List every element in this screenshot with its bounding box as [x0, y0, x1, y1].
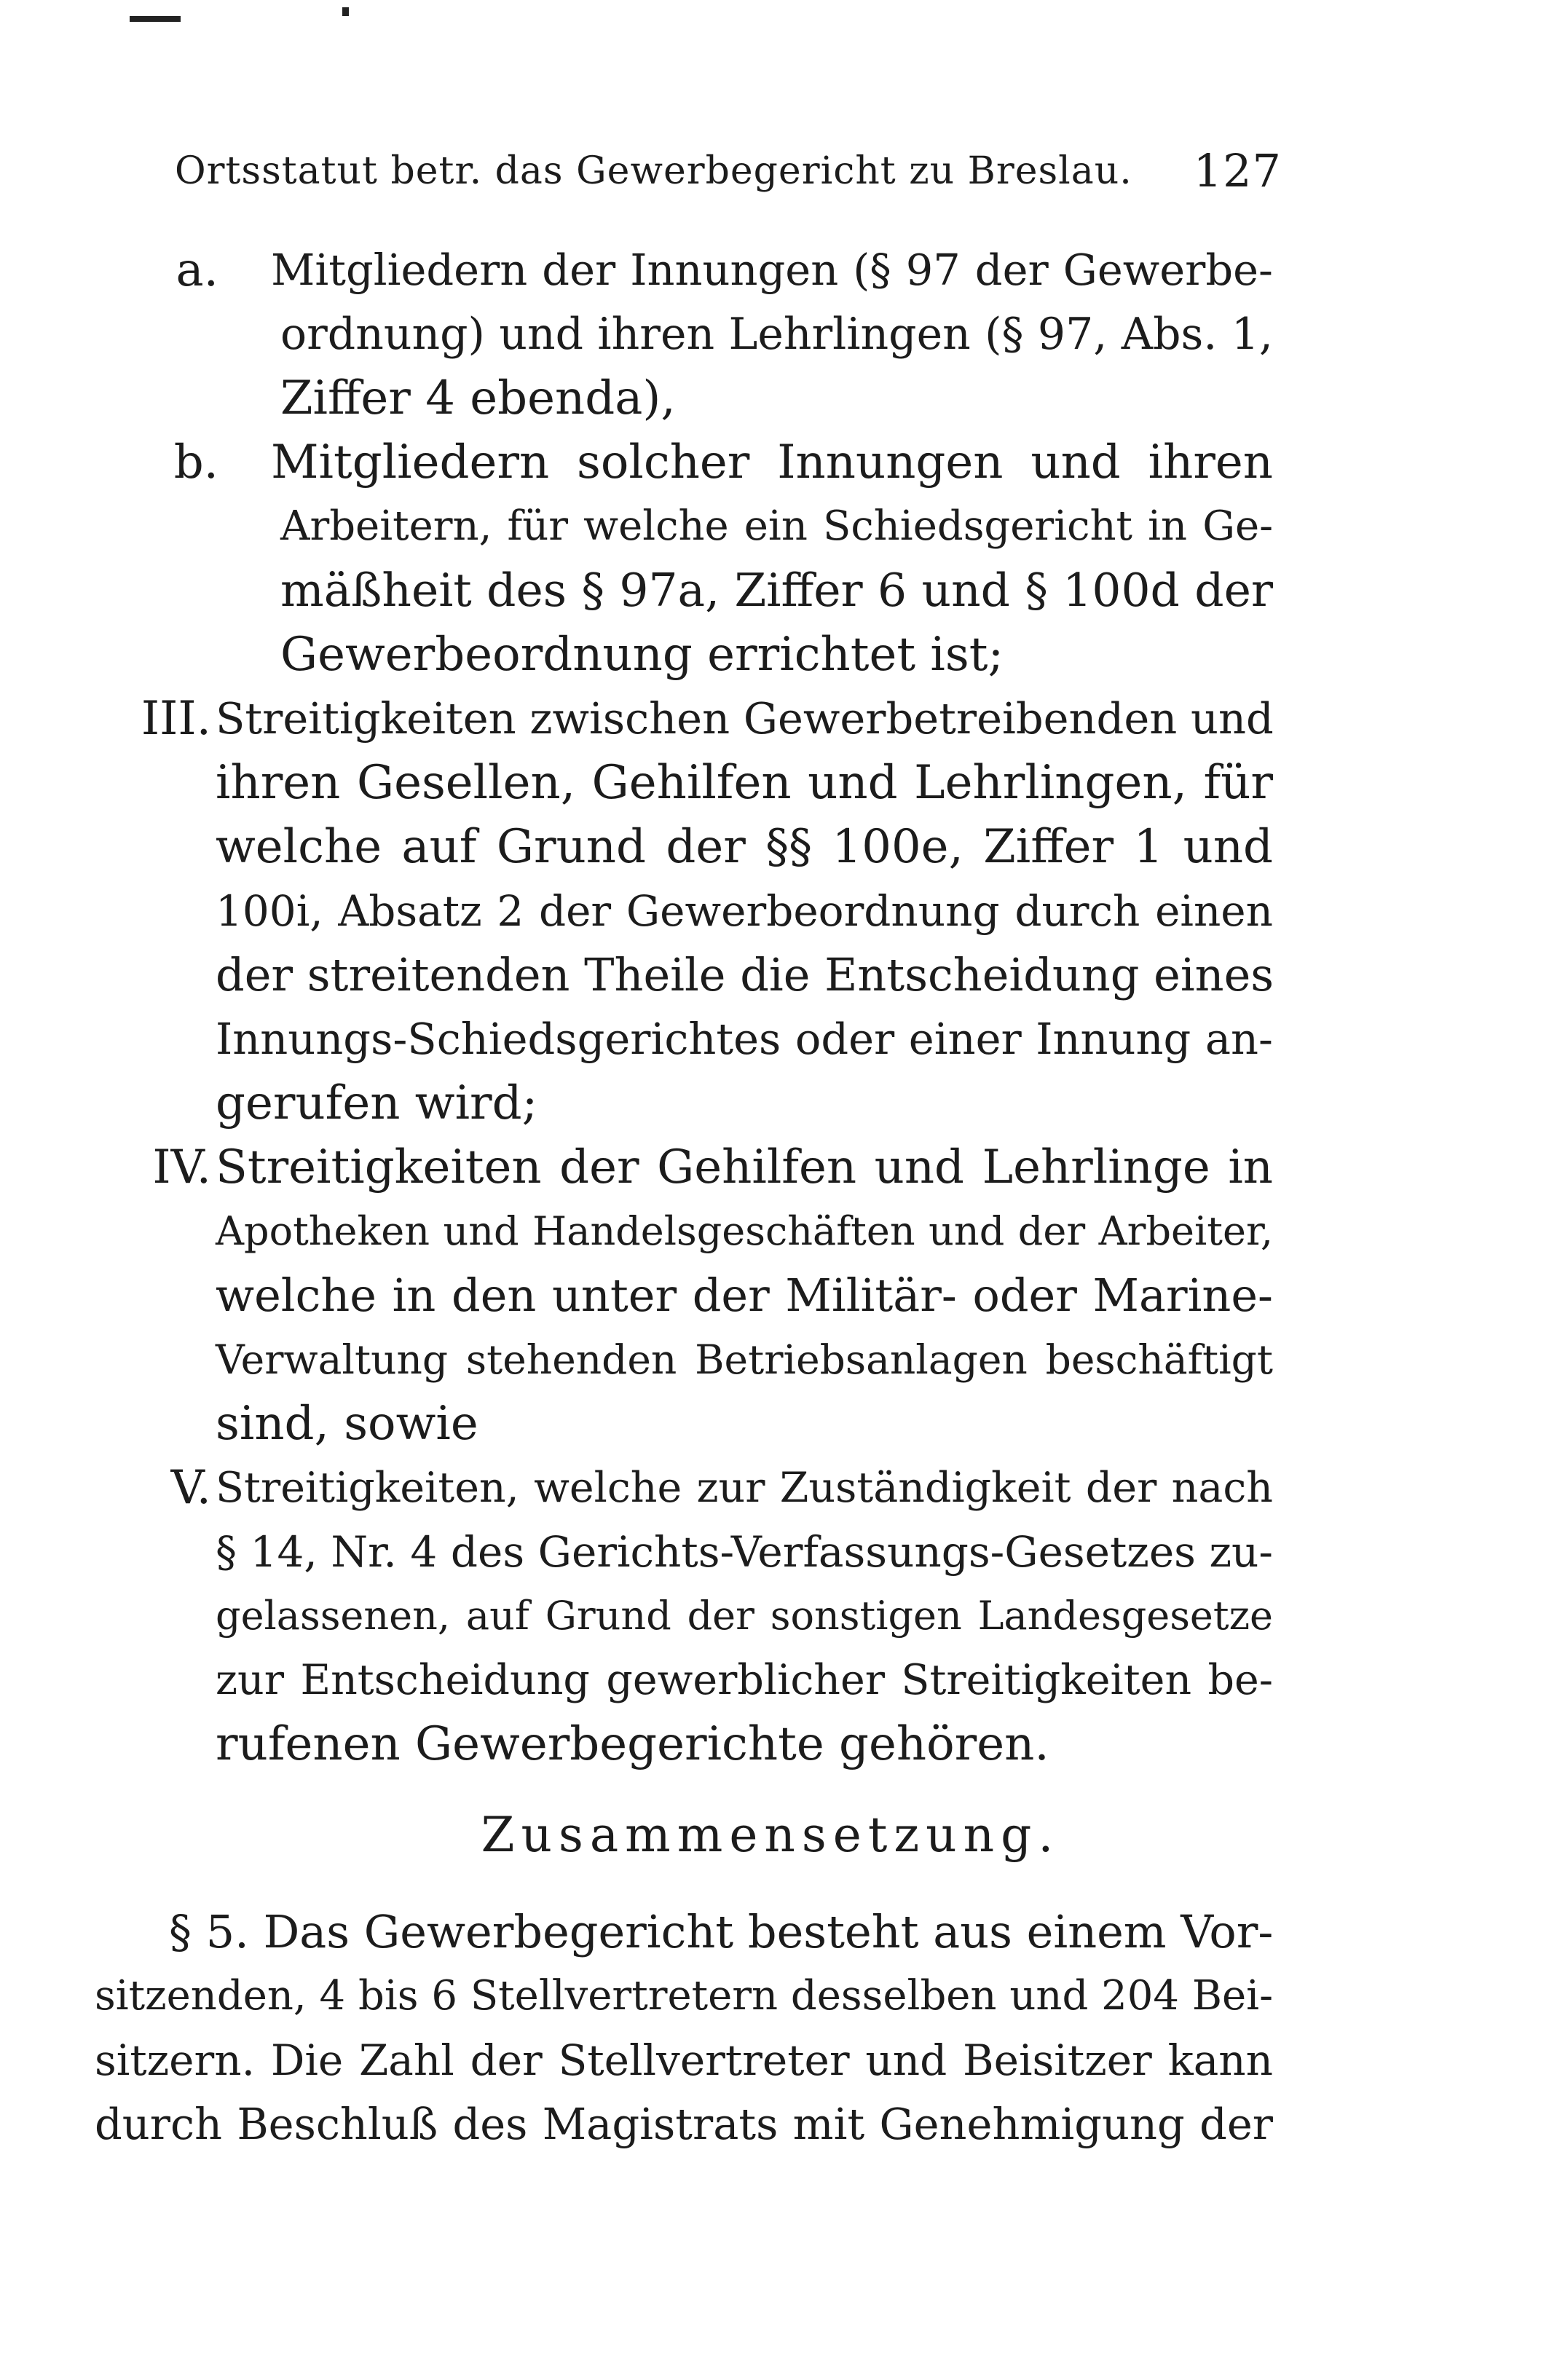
item-iv-line: Apotheken und Handelsgeschäften und der Arbeiter, — [216, 1208, 1273, 1254]
item-a-line: Ziffer 4 ebenda), — [280, 371, 676, 425]
item-v-line: gelassenen, auf Grund der sonstigen Landesgesetze — [216, 1593, 1273, 1639]
paragraph-line: durch Beschluß des Magistrats mit Genehmigung der — [95, 2099, 1273, 2149]
paragraph-line: § 5. Das Gewerbegericht besteht aus einem Vor- — [169, 1905, 1274, 1958]
item-a-line: Mitgliedern der Innungen (§ 97 der Gewerbe- — [271, 245, 1273, 295]
running-title: Ortsstatut betr. das Gewerbegericht zu Breslau. — [175, 149, 1132, 193]
item-b-line: Arbeitern, für welche ein Schiedsgericht in Ge- — [280, 503, 1273, 550]
item-iii-line: welche auf Grund der §§ 100e, Ziffer 1 und — [216, 820, 1273, 874]
item-b-line: mäßheit des § 97a, Ziffer 6 und § 100d der — [280, 564, 1273, 617]
page-number: 127 — [1193, 144, 1282, 197]
item-v-line: § 14, Nr. 4 des Gerichts-Verfassungs-Gesetzes zu- — [216, 1527, 1273, 1577]
section-heading: Zusammensetzung. — [481, 1807, 1060, 1863]
item-iii-line: Streitigkeiten zwischen Gewerbetreibenden und — [216, 693, 1274, 744]
item-iii-line: 100i, Absatz 2 der Gewerbeordnung durch einen — [216, 886, 1273, 936]
item-v-line: Streitigkeiten, welche zur Zuständigkeit der nach — [216, 1464, 1273, 1512]
print-dot — [342, 7, 349, 16]
item-iv-line: welche in den unter der Militär- oder Marine- — [216, 1269, 1273, 1322]
item-b-line: Gewerbeordnung errichtet ist; — [280, 628, 1004, 682]
item-iii-line: Innungs-Schiedsgerichtes oder einer Innung an- — [216, 1014, 1273, 1064]
item-marker-a: a. — [176, 243, 218, 297]
item-marker-b: b. — [173, 436, 218, 489]
item-marker-iii: III. — [141, 692, 211, 746]
paragraph-line: sitzenden, 4 bis 6 Stellvertretern desselben und 204 Bei- — [95, 1972, 1273, 2020]
item-iii-line: ihren Gesellen, Gehilfen und Lehrlingen, für — [216, 756, 1273, 810]
print-mark — [130, 16, 181, 22]
paragraph-line: sitzern. Die Zahl der Stellvertreter und Beisitzer kann — [95, 2036, 1273, 2085]
item-iii-line: gerufen wird; — [216, 1076, 538, 1130]
item-v-line: rufenen Gewerbegerichte gehören. — [216, 1717, 1049, 1771]
running-header — [175, 138, 1282, 204]
item-iv-line: Verwaltung stehenden Betriebsanlagen beschäftigt — [216, 1336, 1273, 1383]
item-iv-line: sind, sowie — [216, 1397, 478, 1451]
item-b-line: Mitgliedern solcher Innungen und ihren — [271, 436, 1273, 489]
item-marker-iv: IV. — [152, 1140, 211, 1194]
item-a-line: ordnung) und ihren Lehrlingen (§ 97, Abs. 1, — [280, 309, 1273, 360]
item-marker-v: V. — [170, 1461, 211, 1515]
item-v-line: zur Entscheidung gewerblicher Streitigkeiten be- — [216, 1656, 1273, 1704]
item-iii-line: der streitenden Theile die Entscheidung eines — [216, 948, 1274, 1001]
item-iv-line: Streitigkeiten der Gehilfen und Lehrlinge in — [216, 1140, 1273, 1194]
